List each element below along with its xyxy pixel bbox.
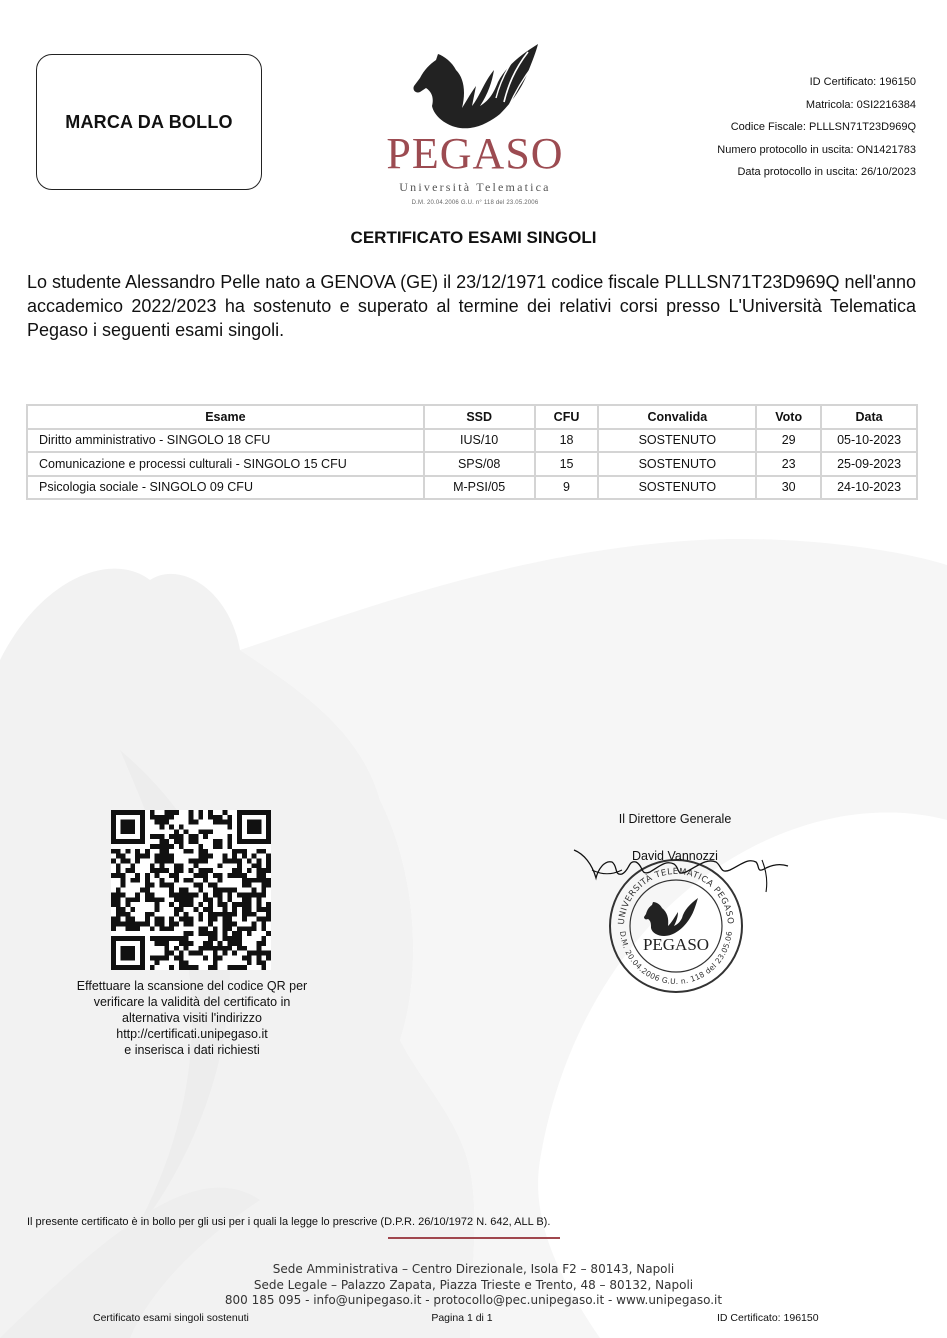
header-convalida: Convalida: [598, 405, 756, 429]
pegaso-logo: [380, 42, 570, 210]
qr-instructions-line: Effettuare la scansione del codice QR per: [76, 979, 308, 993]
cell-data: 25-09-2023: [821, 452, 917, 476]
cell-ssd: M-PSI/05: [424, 476, 535, 500]
qr-instructions: [62, 978, 322, 1058]
table-row: [27, 452, 917, 476]
marca-da-bollo-box: [36, 54, 262, 190]
meta-protocollo: Numero protocollo in uscita: ON1421783: [717, 143, 916, 156]
certificate-meta: [596, 71, 916, 184]
logo-decree: D.M. 20.04.2006 G.U. n° 118 del 23.05.2006: [411, 200, 539, 206]
cell-voto: 29: [756, 429, 821, 453]
cell-data: 05-10-2023: [821, 429, 917, 453]
meta-id-certificato: ID Certificato: 196150: [809, 76, 916, 88]
meta-matricola: Matricola: 0SI2216384: [805, 98, 916, 111]
qr-code-icon[interactable]: [111, 810, 271, 970]
cell-cfu: 18: [535, 429, 599, 453]
footer-page-number: Pagina 1 di 1: [431, 1312, 493, 1324]
cell-convalida: SOSTENUTO: [598, 429, 756, 453]
cell-convalida: SOSTENUTO: [598, 476, 756, 500]
exams-table: [26, 404, 918, 500]
logo-subtitle: Università Telematica: [399, 180, 551, 194]
logo-wordmark: PEGASO: [386, 129, 564, 178]
document-title: CERTIFICATO ESAMI SINGOLI: [350, 228, 597, 247]
address-line: Sede Legale – Palazzo Zapata, Piazza Trieste e Trento, 48 – 80132, Napoli: [253, 1277, 694, 1292]
meta-data-protocollo: Data protocollo in uscita: 26/10/2023: [737, 166, 916, 179]
director-name: David Vannozzi: [632, 849, 718, 863]
footer-divider: [388, 1237, 560, 1239]
cell-cfu: 9: [535, 476, 599, 500]
cell-voto: 23: [756, 452, 821, 476]
bollo-note: Il presente certificato è in bollo per gli usi per i quali la legge lo prescrive (D.P.R. 26/10/1972 N. 642, ALL B).: [27, 1216, 551, 1228]
cell-cfu: 15: [535, 452, 599, 476]
header-esame: Esame: [27, 405, 424, 429]
director-label: Il Direttore Generale: [618, 812, 732, 826]
cell-voto: 30: [756, 476, 821, 500]
header-cfu: CFU: [535, 405, 599, 429]
seal-wordmark: PEGASO: [642, 935, 710, 954]
qr-instructions-line: alternativa visiti l'indirizzo: [122, 1011, 262, 1025]
header-ssd: SSD: [424, 405, 535, 429]
qr-url: http://certificati.unipegaso.it: [116, 1027, 268, 1041]
footer-certificate-id: ID Certificato: 196150: [717, 1312, 819, 1324]
cell-esame: Comunicazione e processi culturali - SINGOLO 15 CFU: [27, 452, 424, 476]
marca-da-bollo-label: MARCA DA BOLLO: [65, 111, 233, 132]
header-data: Data: [821, 405, 917, 429]
seal-text-bottom: D.M. 20.04.2006 G.U. n. 118 del 23.05.06: [618, 930, 734, 987]
cell-convalida: SOSTENUTO: [598, 452, 756, 476]
qr-instructions-line: verificare la validità del certificato in: [93, 995, 291, 1009]
intro-paragraph: Lo studente Alessandro Pelle nato a GENOVA (GE) il 23/12/1971 codice fiscale PLLLSN71T23D969Q nell'anno accademico 2022/2023 ha sostenuto e superato al termine dei relativi corsi presso L'Università Telematica Pegaso i seguenti esami singoli.: [27, 272, 916, 340]
meta-codice-fiscale: Codice Fiscale: PLLLSN71T23D969Q: [730, 121, 916, 134]
table-row: [27, 476, 917, 500]
table-header-row: [27, 405, 917, 429]
table-row: [27, 429, 917, 453]
seal-text-top: UNIVERSITÀ TELEMATICA PEGASO: [616, 866, 736, 926]
cell-ssd: IUS/10: [424, 429, 535, 453]
pegasus-horse-head-icon: [410, 42, 540, 130]
cell-esame: Psicologia sociale - SINGOLO 09 CFU: [27, 476, 424, 500]
header-voto: Voto: [756, 405, 821, 429]
cell-esame: Diritto amministrativo - SINGOLO 18 CFU: [27, 429, 424, 453]
cell-data: 24-10-2023: [821, 476, 917, 500]
cell-ssd: SPS/08: [424, 452, 535, 476]
footer-document-name: Certificato esami singoli sostenuti: [93, 1312, 249, 1324]
address-line: Sede Amministrativa – Centro Direzionale, Isola F2 – 80143, Napoli: [272, 1262, 675, 1276]
footer-address: [0, 1262, 947, 1309]
qr-instructions-line: e inserisca i dati richiesti: [124, 1043, 260, 1057]
contact-line: 800 185 095 - info@unipegaso.it - protocollo@pec.unipegaso.it - www.unipegaso.it: [224, 1293, 723, 1307]
